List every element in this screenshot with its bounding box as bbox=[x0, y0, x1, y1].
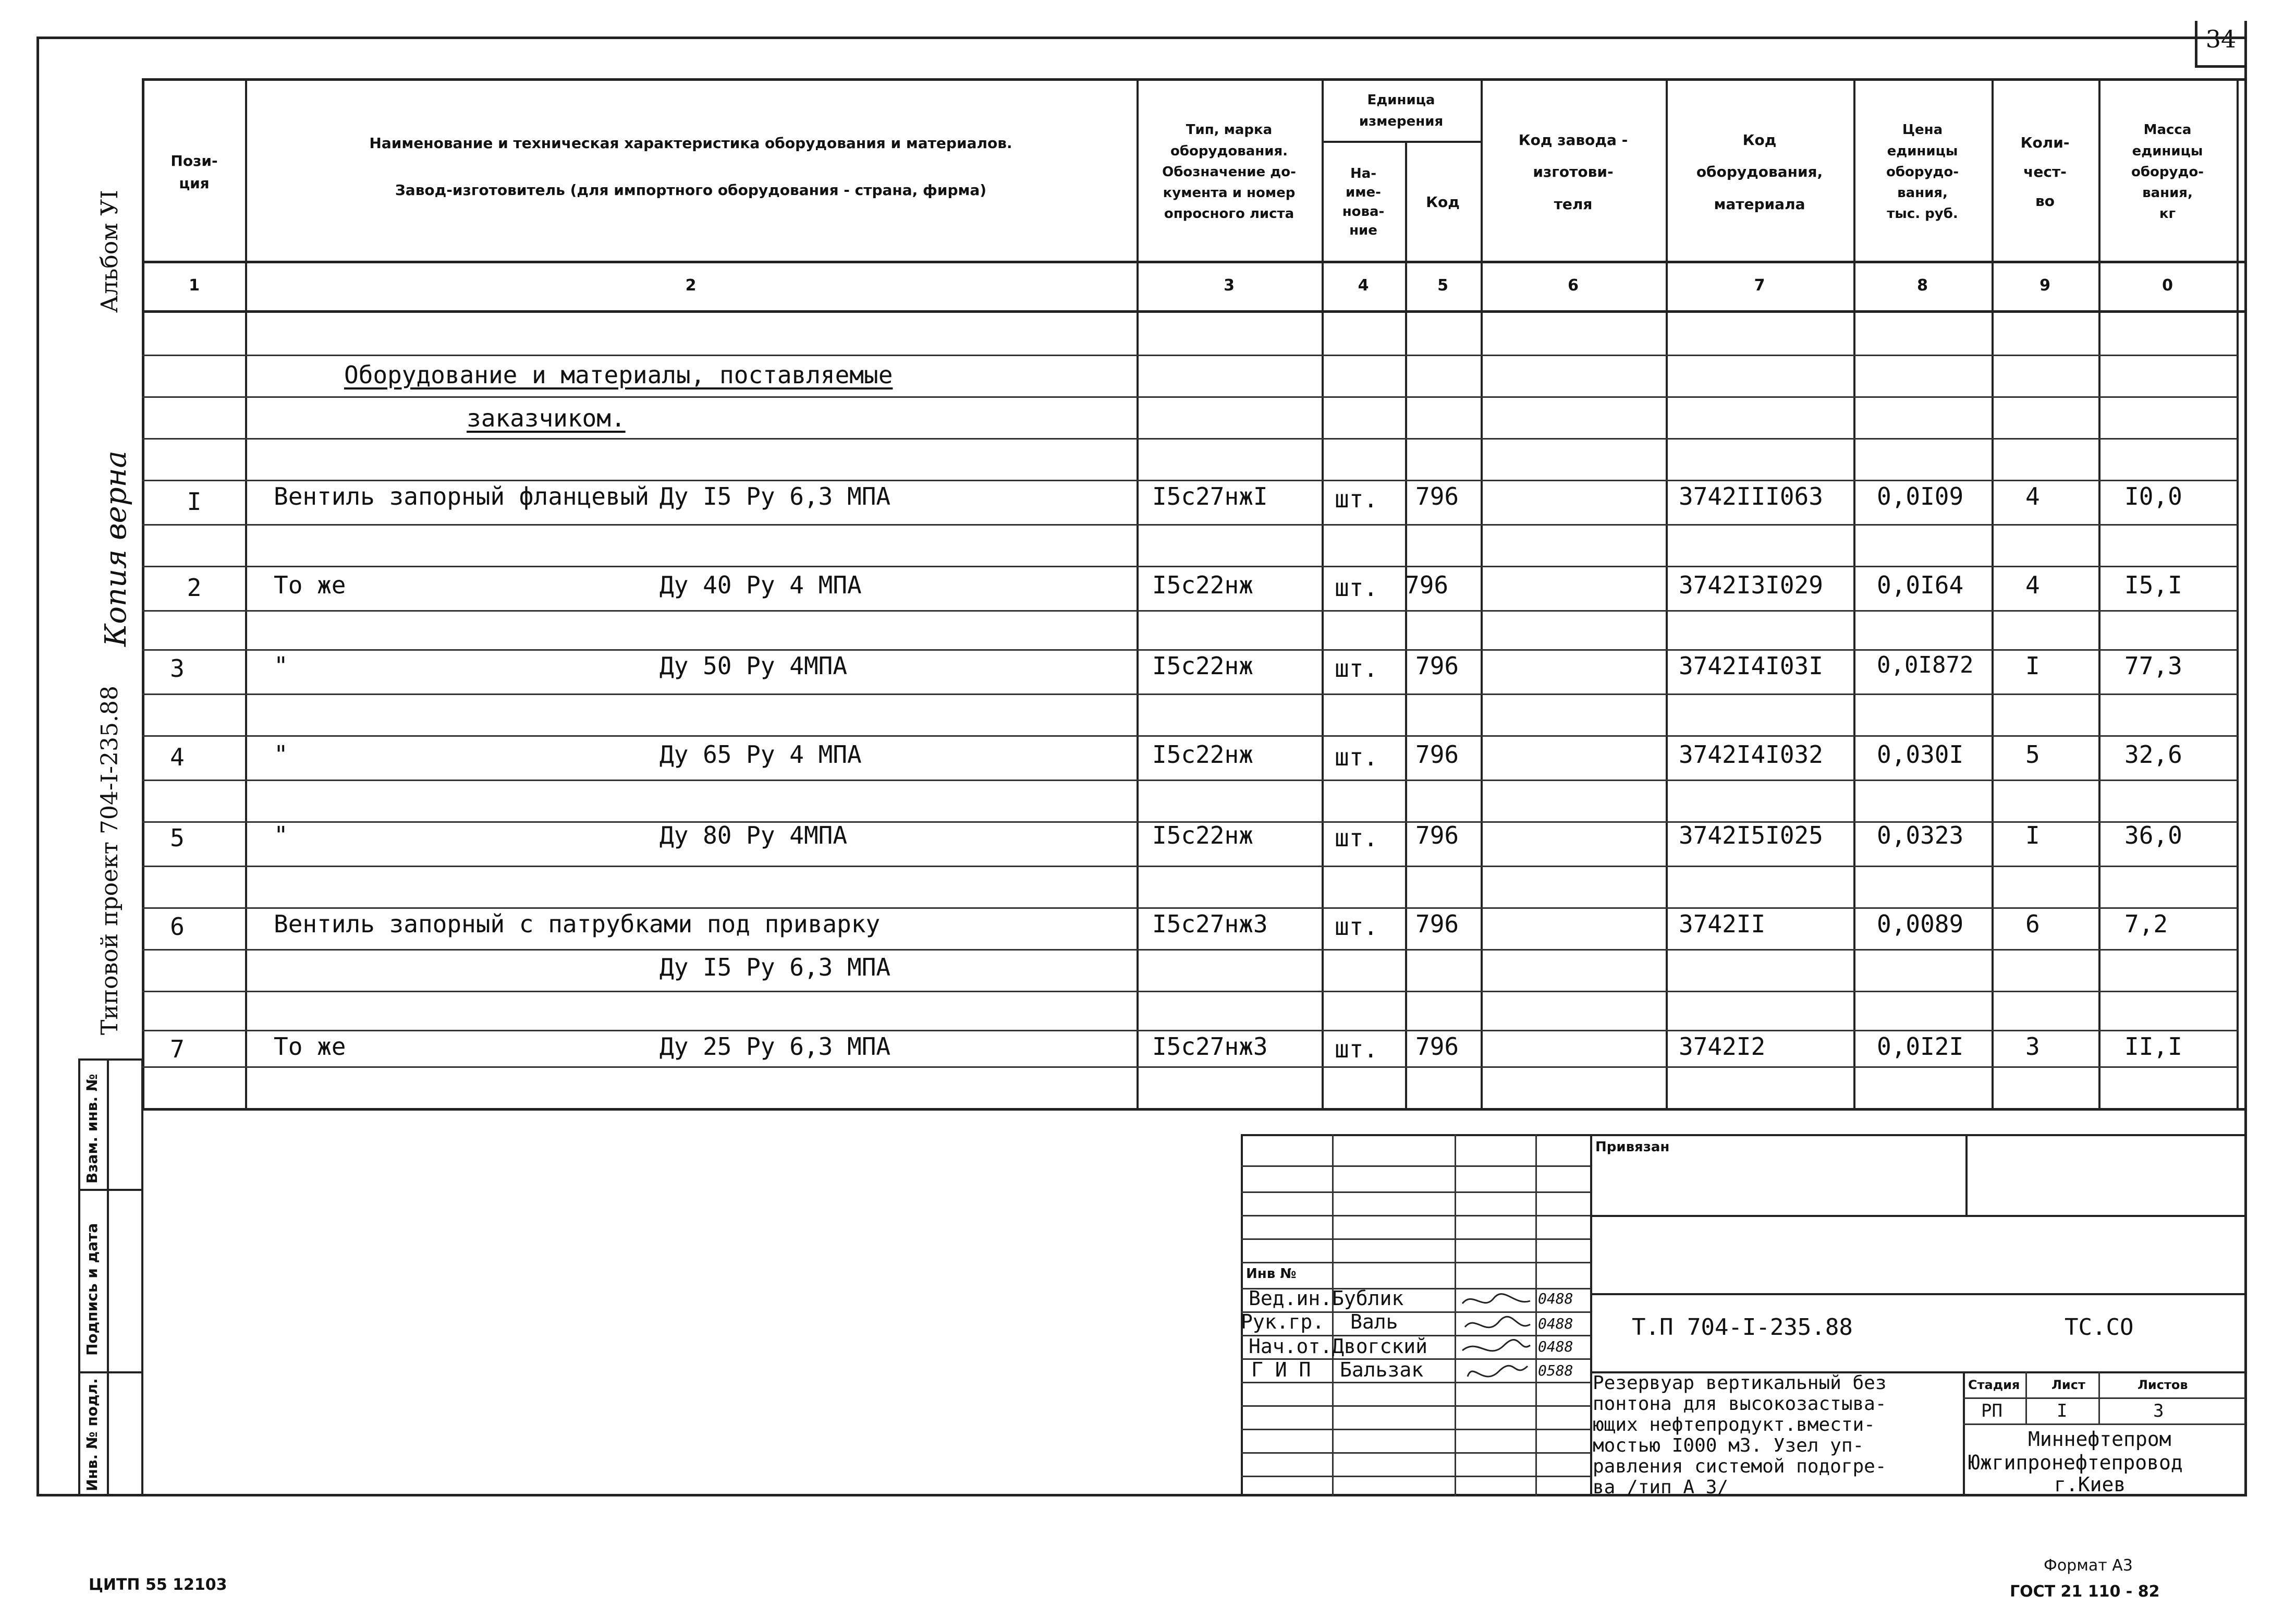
description-line: понтона для высокозастыва- bbox=[1593, 1393, 1887, 1415]
footer-gost: ГОСТ 21 110 - 82 bbox=[2010, 1583, 2160, 1601]
row-unit: шт. bbox=[1335, 574, 1378, 602]
stage-label: Стадия bbox=[1968, 1378, 2020, 1392]
role-date: 0588 bbox=[1538, 1362, 1573, 1379]
row-unit-code: 796 bbox=[1405, 571, 1449, 599]
header-name-line2: Завод-изготовитель (для импортного оборудования - страна, фирма) bbox=[395, 181, 987, 199]
row-quantity: I bbox=[2025, 652, 2040, 680]
side-box-podpis: Подпись и дата bbox=[83, 1223, 101, 1356]
row-unit: шт. bbox=[1335, 485, 1378, 513]
row-unit: шт. bbox=[1335, 743, 1378, 771]
col-number: 8 bbox=[1917, 276, 1928, 295]
privyazan-label: Привязан bbox=[1595, 1139, 1670, 1155]
role-label: Вед.ин. bbox=[1249, 1287, 1333, 1310]
section-title-line1: Оборудование и материалы, поставляемые bbox=[344, 361, 893, 389]
header-type: Тип, марка оборудования. Обозначение до- кумента и номер опросного листа bbox=[1162, 122, 1296, 222]
row-unit-code: 796 bbox=[1415, 740, 1459, 769]
row-quantity: 4 bbox=[2025, 482, 2040, 510]
row-name: Вентиль запорный с патрубками под приварку bbox=[274, 910, 881, 938]
row-name: " bbox=[274, 740, 288, 769]
col-number: 4 bbox=[1358, 276, 1369, 295]
org-line: Южгипронефтепровод bbox=[1968, 1451, 2183, 1474]
row-price: 0,0I872 bbox=[1877, 652, 1974, 678]
row-type: I5с22нж bbox=[1152, 821, 1253, 849]
row-unit: шт. bbox=[1335, 824, 1378, 852]
role-date: 0488 bbox=[1538, 1290, 1573, 1307]
description-line: равления системой подогре- bbox=[1593, 1456, 1887, 1477]
role-date: 0488 bbox=[1538, 1338, 1573, 1355]
row-mass: II,I bbox=[2124, 1032, 2182, 1061]
row-spec: Ду 25 Ру 6,3 МПА bbox=[660, 1032, 891, 1061]
row-equipment-code: 3742I5I025 bbox=[1679, 821, 1823, 849]
row-type: I5с22нж bbox=[1152, 571, 1253, 599]
row-equipment-code: 3742I2 bbox=[1679, 1032, 1766, 1061]
header-unit-name: На- име- нова- ние bbox=[1342, 165, 1385, 238]
side-album-label: Альбом УI bbox=[96, 190, 123, 313]
row-unit-code: 796 bbox=[1415, 910, 1459, 938]
row-type: I5с22нж bbox=[1152, 740, 1253, 769]
row-price: 0,0I64 bbox=[1877, 571, 1964, 599]
footer-left: ЦИТП 55 12103 bbox=[89, 1576, 227, 1594]
role-name: Бублик bbox=[1332, 1287, 1404, 1310]
row-quantity: 4 bbox=[2025, 571, 2040, 599]
header-mass: Масса единицы оборудо- вания, кг bbox=[2131, 122, 2204, 222]
row-price: 0,0I2I bbox=[1877, 1032, 1964, 1061]
row-spec: Ду 50 Ру 4МПА bbox=[660, 652, 848, 680]
row-equipment-code: 3742III063 bbox=[1679, 482, 1823, 510]
page-number: 34 bbox=[2205, 25, 2237, 53]
description-line: мостью I000 м3. Узел уп- bbox=[1593, 1435, 1864, 1456]
row-mass: 7,2 bbox=[2124, 910, 2168, 938]
row-quantity: 6 bbox=[2025, 910, 2040, 938]
header-unit-group: Единица измерения bbox=[1359, 92, 1444, 129]
row-name: Вентиль запорный фланцевый bbox=[274, 482, 650, 510]
row-quantity: I bbox=[2025, 821, 2040, 849]
header-name-line1: Наименование и техническая характеристика оборудования и материалов. bbox=[369, 135, 1012, 152]
row-type: I5с27нжI bbox=[1152, 482, 1268, 510]
side-handwritten-note: Копия верна bbox=[99, 451, 133, 647]
row-name: То же bbox=[274, 1032, 346, 1061]
role-label: Рук.гр. bbox=[1241, 1310, 1325, 1333]
side-project-label: Типовой проект 704-I-235.88 bbox=[96, 686, 123, 1035]
role-name: Бальзак bbox=[1340, 1358, 1424, 1381]
project-code: Т.П 704-I-235.88 bbox=[1632, 1314, 1853, 1341]
stage-value: РП bbox=[1981, 1401, 2002, 1421]
row-price: 0,030I bbox=[1877, 740, 1964, 769]
description-line: ва /тип А 3/ bbox=[1593, 1477, 1729, 1498]
row-mass: I5,I bbox=[2124, 571, 2182, 599]
row-spec: Ду I5 Ру 6,3 МПА bbox=[660, 482, 891, 510]
row-price: 0,0I09 bbox=[1877, 482, 1964, 510]
side-box-inv-podl: Инв. № подл. bbox=[83, 1378, 101, 1491]
col-number: 2 bbox=[685, 276, 697, 295]
sheet-label: Лист bbox=[2051, 1378, 2085, 1392]
row-name: " bbox=[274, 652, 288, 680]
row-position: 6 bbox=[170, 912, 185, 941]
sheet-value: I bbox=[2057, 1401, 2068, 1421]
header-price: Цена единицы оборудо- вания, тыс. руб. bbox=[1886, 122, 1959, 222]
header-position: Пози- ция bbox=[170, 152, 218, 192]
row-position: 2 bbox=[187, 574, 202, 602]
sheets-value: 3 bbox=[2153, 1401, 2164, 1421]
side-box-vzam: Взам. инв. № bbox=[83, 1074, 101, 1184]
row-equipment-code: 3742I4I032 bbox=[1679, 740, 1823, 769]
row-type: I5с22нж bbox=[1152, 652, 1253, 680]
sheets-label: Листов bbox=[2138, 1378, 2188, 1392]
row-equipment-code: 3742I3I029 bbox=[1679, 571, 1823, 599]
row-equipment-code: 3742II bbox=[1679, 910, 1766, 938]
row-mass: 32,6 bbox=[2124, 740, 2182, 769]
row-mass: 36,0 bbox=[2124, 821, 2182, 849]
signatures bbox=[1457, 1288, 1535, 1392]
col-number: 7 bbox=[1754, 276, 1765, 295]
description-line: Резервуар вертикальный без bbox=[1593, 1372, 1887, 1394]
row-equipment-code: 3742I4I03I bbox=[1679, 652, 1823, 680]
row-unit-code: 796 bbox=[1415, 652, 1459, 680]
row-type: I5с27нж3 bbox=[1152, 910, 1268, 938]
inv-no-label: Инв № bbox=[1246, 1266, 1297, 1282]
row-unit: шт. bbox=[1335, 654, 1378, 683]
section-title-line2: заказчиком. bbox=[467, 404, 626, 432]
col-number: 0 bbox=[2162, 276, 2173, 295]
header-quantity: Коли- чест- во bbox=[2020, 134, 2070, 210]
row-unit-code: 796 bbox=[1415, 482, 1459, 510]
header-equipment-code: Код оборудования, материала bbox=[1696, 131, 1823, 213]
row-position: 7 bbox=[170, 1035, 185, 1063]
row-type: I5с27нж3 bbox=[1152, 1032, 1268, 1061]
row-position: 4 bbox=[170, 743, 185, 771]
role-name: Валь bbox=[1350, 1310, 1398, 1333]
col-number: 5 bbox=[1437, 276, 1448, 295]
row-name: То же bbox=[274, 571, 346, 599]
description-line: ющих нефтепродукт.вмести- bbox=[1593, 1414, 1875, 1435]
row-quantity: 5 bbox=[2025, 740, 2040, 769]
row-spec: Ду 40 Ру 4 МПА bbox=[660, 571, 862, 599]
header-unit-code: Код bbox=[1426, 193, 1460, 211]
col-number: 1 bbox=[189, 276, 200, 295]
row-unit: шт. bbox=[1335, 1035, 1378, 1063]
row-spec: Ду 65 Ру 4 МПА bbox=[660, 740, 862, 769]
header-factory-code: Код завода - изготови- теля bbox=[1518, 131, 1628, 213]
footer-format: Формат А3 bbox=[2044, 1556, 2133, 1575]
row-mass: 77,3 bbox=[2124, 652, 2182, 680]
row-price: 0,0089 bbox=[1877, 910, 1964, 938]
row-unit: шт. bbox=[1335, 912, 1378, 941]
row-unit-code: 796 bbox=[1415, 1032, 1459, 1061]
row-quantity: 3 bbox=[2025, 1032, 2040, 1061]
col-number: 3 bbox=[1224, 276, 1235, 295]
role-label: Г И П bbox=[1251, 1358, 1311, 1381]
row-position: 5 bbox=[170, 824, 185, 852]
row-position: I bbox=[187, 488, 202, 516]
row-name: " bbox=[274, 821, 288, 849]
row-spec: Ду 80 Ру 4МПА bbox=[660, 821, 848, 849]
role-date: 0488 bbox=[1538, 1315, 1573, 1332]
org-line: г.Киев bbox=[2054, 1473, 2126, 1496]
row-spec: Ду I5 Ру 6,3 МПА bbox=[660, 953, 891, 981]
role-name: Двогский bbox=[1332, 1335, 1428, 1358]
row-unit-code: 796 bbox=[1415, 821, 1459, 849]
col-number: 9 bbox=[2039, 276, 2050, 295]
org-line: Миннефтепром bbox=[2028, 1428, 2171, 1451]
doc-code: ТС.СО bbox=[2065, 1314, 2134, 1341]
row-price: 0,0323 bbox=[1877, 821, 1964, 849]
role-label: Нач.от. bbox=[1249, 1335, 1333, 1358]
row-position: 3 bbox=[170, 654, 185, 683]
row-mass: I0,0 bbox=[2124, 482, 2182, 510]
col-number: 6 bbox=[1568, 276, 1579, 295]
